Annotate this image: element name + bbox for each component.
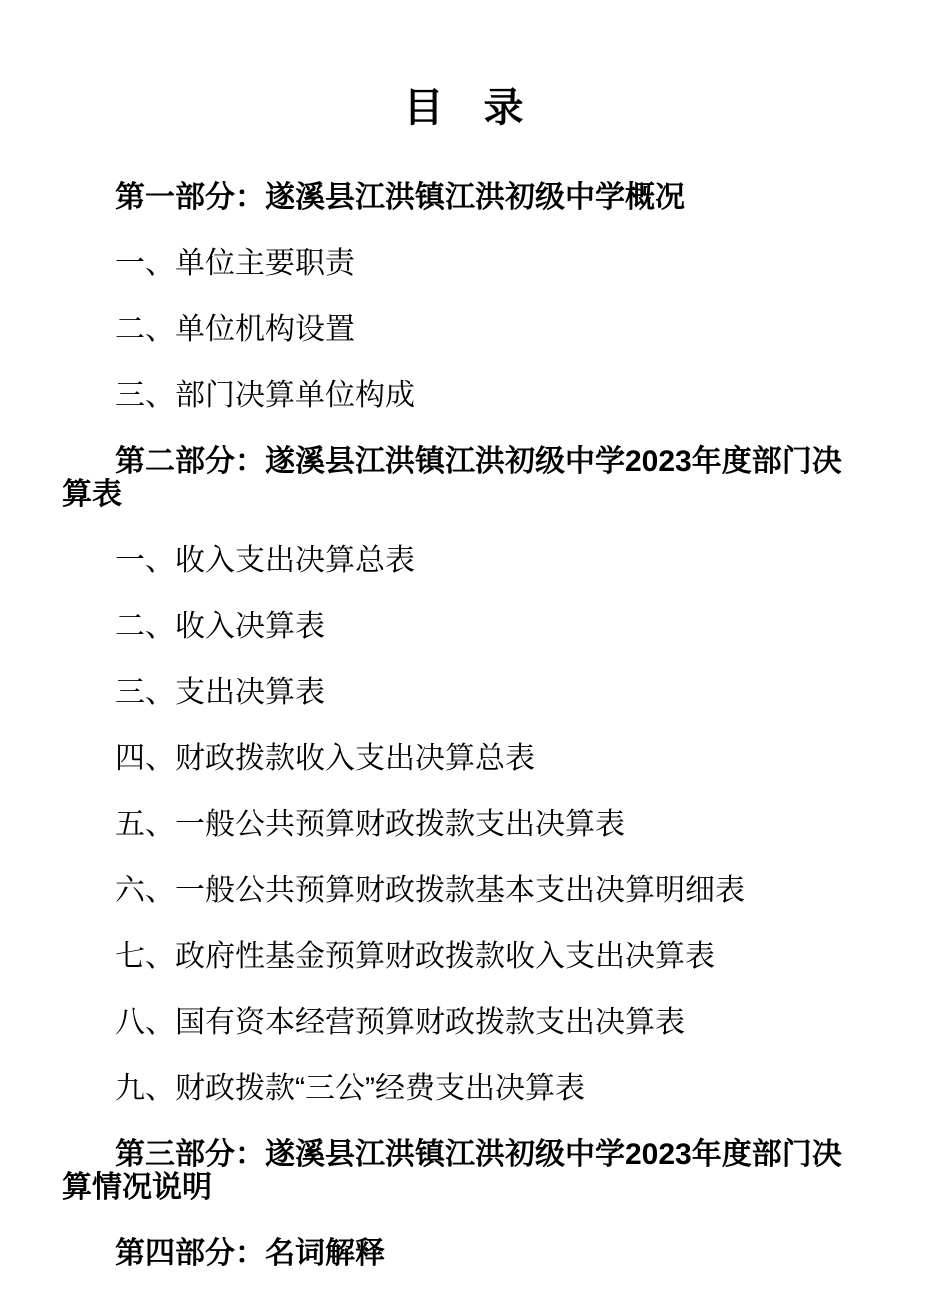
toc-item: 一、收入支出决算总表 xyxy=(115,544,415,577)
toc-item: 二、收入决算表 xyxy=(115,610,325,643)
toc-item: 三、支出决算表 xyxy=(115,676,325,709)
toc-item: 二、单位机构设置 xyxy=(115,313,355,346)
toc-item: 五、一般公共预算财政拨款支出决算表 xyxy=(115,808,625,841)
toc-item: 八、国有资本经营预算财政拨款支出决算表 xyxy=(115,1006,685,1039)
toc-title: 目 录 xyxy=(403,86,524,130)
toc-item: 六、一般公共预算财政拨款基本支出决算明细表 xyxy=(115,874,745,907)
toc-section-heading: 第二部分：遂溪县江洪镇江洪初级中学2023年度部门决算表 xyxy=(62,445,842,511)
toc-item: 一、单位主要职责 xyxy=(115,247,355,280)
toc-item: 七、政府性基金预算财政拨款收入支出决算表 xyxy=(115,940,715,973)
toc-item: 九、财政拨款“三公”经费支出决算表 xyxy=(115,1072,585,1105)
toc-item: 四、财政拨款收入支出决算总表 xyxy=(115,742,535,775)
toc-item: 三、部门决算单位构成 xyxy=(115,379,415,412)
toc-list xyxy=(62,181,865,1270)
toc-section-heading: 第三部分：遂溪县江洪镇江洪初级中学2023年度部门决算情况说明 xyxy=(62,1138,842,1204)
toc-section-heading: 第四部分：名词解释 xyxy=(115,1237,385,1270)
toc-section-heading: 第一部分：遂溪县江洪镇江洪初级中学概况 xyxy=(115,181,685,214)
